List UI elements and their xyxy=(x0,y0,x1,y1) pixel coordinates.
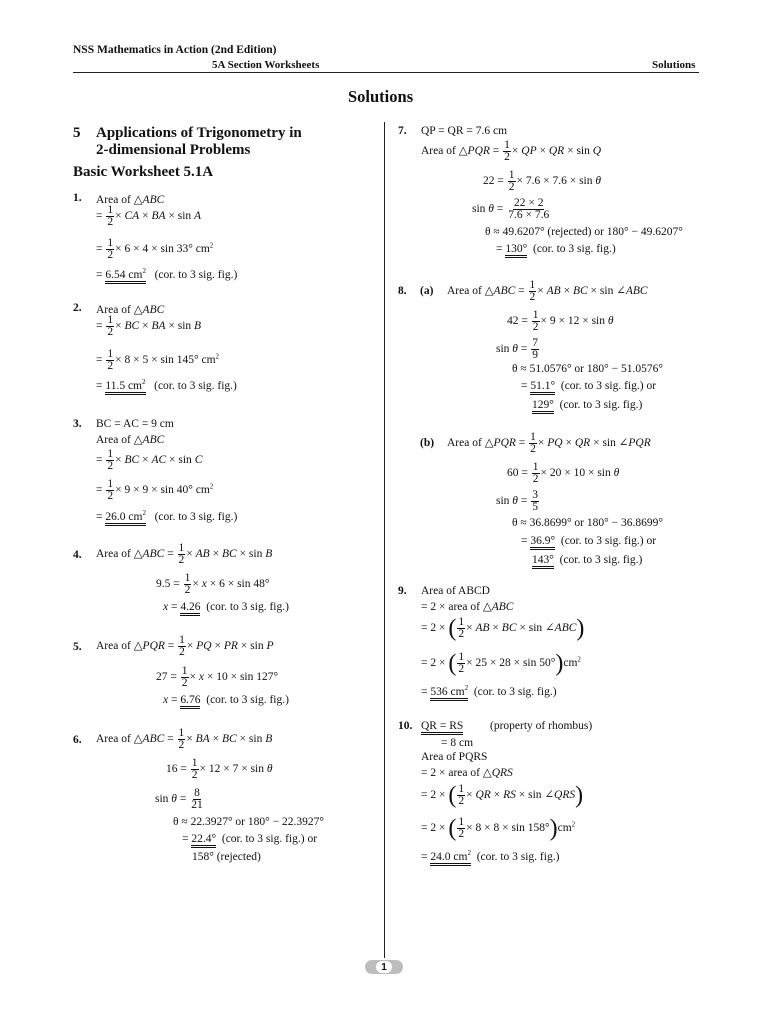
section-title: 5A Section Worksheets xyxy=(212,59,320,71)
q5-answer: x = 6.76 (cor. to 3 sig. fig.) xyxy=(163,694,289,706)
q7-approx: θ ≈ 49.6207° (rejected) or 180° − 49.6207° xyxy=(485,226,683,238)
q2-step1: = $\frac{1}{2}$ × BC × BA × sin B xyxy=(96,314,202,338)
q10-number: 10. xyxy=(398,720,413,732)
q7-answer: = 130° (cor. to 3 sig. fig.) xyxy=(496,243,616,255)
chapter-number: 5 xyxy=(73,125,81,141)
page-title: Solutions xyxy=(348,87,414,106)
q2-number: 2. xyxy=(73,302,82,314)
q2-area-of: Area of △ABC xyxy=(96,304,165,316)
q3-step2: = $\frac{1}{2}$ × 9 × 9 × sin 40° $cm^2$ xyxy=(96,478,214,502)
q5-step1: Area of △PQR = $\frac{1}{2}$ × PQ × PR × sin P xyxy=(96,634,274,658)
q8a-step3: sin θ = $\frac{7}{9}$ xyxy=(496,337,538,361)
q10-twice: = 2 × area of △QRS xyxy=(421,767,513,779)
q9-answer: = 536 $cm^2$ (cor. to 3 sig. fig.) xyxy=(421,684,557,698)
book-title: NSS Mathematics in Action (2nd Edition) xyxy=(73,44,277,56)
q10-answer: = 24.0 $cm^2$ (cor. to 3 sig. fig.) xyxy=(421,849,559,863)
chapter-title-line1: Applications of Trigonometry in xyxy=(96,125,302,141)
q6-other: 158° (rejected) xyxy=(192,851,261,863)
q7-step3: sin θ = $\frac{22 \times 2}{7.6 \times 7.6}$ xyxy=(472,197,550,221)
q6-step3: sin θ = $\frac{8}{21}$ xyxy=(155,787,203,811)
q10-value: = 8 cm xyxy=(441,737,474,749)
q1-step2: = $\frac{1}{2}$ × 6 × 4 × sin 33° $cm^2$ xyxy=(96,237,214,261)
q5-step2: 27 = $\frac{1}{2}$ × x × 10 × sin 127° xyxy=(156,665,279,689)
q6-step1: Area of △ABC = $\frac{1}{2}$ × BA × BC × sin B xyxy=(96,727,273,751)
chapter-title-line2: 2-dimensional Problems xyxy=(96,142,251,158)
q3-answer: = 26.0 $cm^2$ (cor. to 3 sig. fig.) xyxy=(96,509,237,523)
q3-given: BC = AC = 9 cm xyxy=(96,418,174,430)
q10-reason: (property of rhombus) xyxy=(490,720,593,732)
q8b-step3: sin θ = $\frac{3}{5}$ xyxy=(496,489,538,513)
q9-area-of: Area of ABCD xyxy=(421,585,490,597)
q3-area-of: Area of △ABC xyxy=(96,434,165,446)
q8b-answer1: = 36.9° (cor. to 3 sig. fig.) or xyxy=(521,535,656,547)
q7-given: QP = QR = 7.6 cm xyxy=(421,125,508,137)
q6-number: 6. xyxy=(73,734,82,746)
q8b-label: (b) xyxy=(420,437,435,449)
q6-step2: 16 = $\frac{1}{2}$ × 12 × 7 × sin θ xyxy=(166,757,273,781)
header-rule xyxy=(73,72,699,73)
q8a-label: (a) xyxy=(420,285,434,297)
q3-step1: = $\frac{1}{2}$ × BC × AC × sin C xyxy=(96,448,203,472)
q8a-step1: Area of △ABC = $\frac{1}{2}$ × AB × BC × sin ∠ABC xyxy=(447,279,648,303)
q2-answer: = 11.5 $cm^2$ (cor. to 3 sig. fig.) xyxy=(96,378,237,392)
q8a-step2: 42 = $\frac{1}{2}$ × 9 × 12 × sin θ xyxy=(507,309,614,333)
q8-number: 8. xyxy=(398,285,407,297)
page-number-badge xyxy=(365,960,403,974)
q7-step1: Area of △PQR = $\frac{1}{2}$ × QP × QR × sin Q xyxy=(421,139,602,163)
q9-step2: = 2 × ( $\frac{1}{2}$ × $25 \times 28 \times \sin 50^\circ)cm^2$ xyxy=(421,650,581,677)
q4-number: 4. xyxy=(73,549,82,561)
q1-area-of: Area of △ABC xyxy=(96,194,165,206)
q10-area-of: Area of PQRS xyxy=(421,751,488,763)
q10-given: QR = RS xyxy=(421,720,463,732)
worksheet-title: Basic Worksheet 5.1A xyxy=(73,164,214,180)
q8b-answer2: 143° (cor. to 3 sig. fig.) xyxy=(532,554,642,566)
q1-answer: = 6.54 $cm^2$ (cor. to 3 sig. fig.) xyxy=(96,267,237,281)
column-divider xyxy=(384,122,385,958)
page-number: 1 xyxy=(376,961,392,973)
q4-answer: x = 4.26 (cor. to 3 sig. fig.) xyxy=(163,601,289,613)
q5-number: 5. xyxy=(73,641,82,653)
q3-number: 3. xyxy=(73,418,82,430)
q1-step1: = $\frac{1}{2}$ × CA × BA × sin A xyxy=(96,204,202,228)
q4-step2: 9.5 = $\frac{1}{2}$ × x × 6 × sin 48° xyxy=(156,572,270,596)
q6-approx: θ ≈ 22.3927° or 180° − 22.3927° xyxy=(173,816,324,828)
q7-number: 7. xyxy=(398,125,407,137)
q6-answer: = 22.4° (cor. to 3 sig. fig.) or xyxy=(182,833,317,845)
q8a-answer2: 129° (cor. to 3 sig. fig.) xyxy=(532,399,642,411)
q9-number: 9. xyxy=(398,585,407,597)
q9-twice: = 2 × area of △ABC xyxy=(421,601,514,613)
q8b-step1: Area of △PQR = $\frac{1}{2}$ × PQ × QR × sin ∠PQR xyxy=(447,431,651,455)
q8a-approx: θ ≈ 51.0576° or 180° − 51.0576° xyxy=(512,363,663,375)
q8a-answer1: = 51.1° (cor. to 3 sig. fig.) or xyxy=(521,380,656,392)
q2-step2: = $\frac{1}{2}$ × 8 × 5 × sin 145° $cm^2$ xyxy=(96,348,220,372)
header-solutions: Solutions xyxy=(652,59,696,71)
q4-step1: Area of △ABC = $\frac{1}{2}$ × AB × BC × sin B xyxy=(96,542,273,566)
q7-step2: 22 = $\frac{1}{2}$ × 7.6 × 7.6 × sin θ xyxy=(483,169,602,193)
q10-step1: = 2 × ( $\frac{1}{2}$ × QR × RS × sin ∠QRS) xyxy=(421,782,584,809)
q8b-step2: 60 = $\frac{1}{2}$ × 20 × 10 × sin θ xyxy=(507,461,620,485)
q9-step1: = 2 × ( $\frac{1}{2}$ × AB × BC × sin ∠ABC) xyxy=(421,615,585,642)
q10-step2: = 2 × ( $\frac{1}{2}$ × $8 \times 8 \times \sin 158^\circ)cm^2$ xyxy=(421,815,576,842)
q8b-approx: θ ≈ 36.8699° or 180° − 36.8699° xyxy=(512,517,663,529)
q1-number: 1. xyxy=(73,192,82,204)
